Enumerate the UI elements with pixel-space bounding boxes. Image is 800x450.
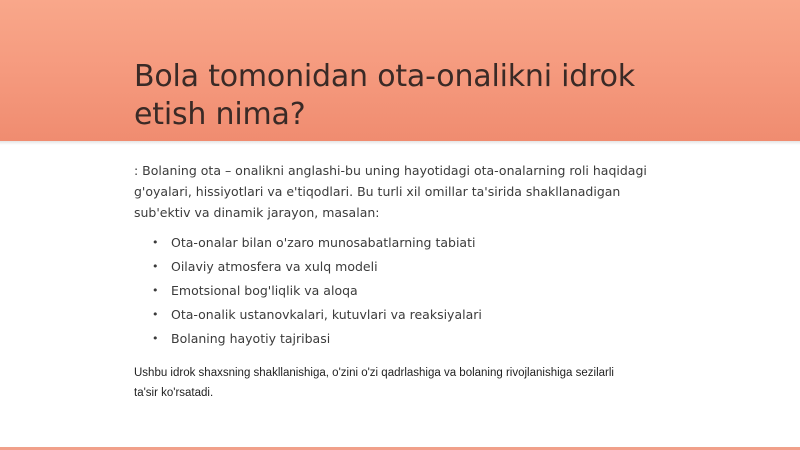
list-item-text: Emotsional bog'liqlik va aloqa (171, 283, 358, 298)
bullet-icon: • (152, 284, 159, 297)
conclusion-paragraph: Ushbu idrok shaxsning shakllanishiga, o'zini o'zi qadrlashiga va bolaning rivojlanishiga sezilarli ta'sir ko'rsatadi. (134, 367, 614, 399)
list-item (152, 327, 652, 351)
intro-paragraph: : Bolaning ota – onalikni anglashi-bu uning hayotidagi ota-onalarning roli haqidagi g'oyalari, hissiyotlari va e'tiqodlari. Bu turli xil omillar ta'sirida shakllanadigan sub'ektiv va dinamik jarayon, masalan: (134, 163, 647, 220)
bullet-icon: • (152, 260, 159, 273)
list-item (152, 279, 652, 303)
list-item (152, 303, 652, 327)
list-item (152, 231, 652, 255)
list-item-text: Ota-onalik ustanovkalari, kutuvlari va reaksiyalari (171, 307, 482, 322)
bullet-icon: • (152, 236, 159, 249)
bullet-list (152, 231, 652, 351)
bullet-icon: • (152, 308, 159, 321)
list-item (152, 255, 652, 279)
list-item-text: Bolaning hayotiy tajribasi (171, 331, 331, 346)
header-divider (0, 141, 800, 145)
bullet-icon: • (152, 332, 159, 345)
list-item-text: Oilaviy atmosfera va xulq modeli (171, 259, 378, 274)
list-item-text: Ota-onalar bilan o'zaro munosabatlarning tabiati (171, 235, 476, 250)
slide-title: Bola tomonidan ota-onalikni idrok etish nima? (134, 59, 635, 132)
